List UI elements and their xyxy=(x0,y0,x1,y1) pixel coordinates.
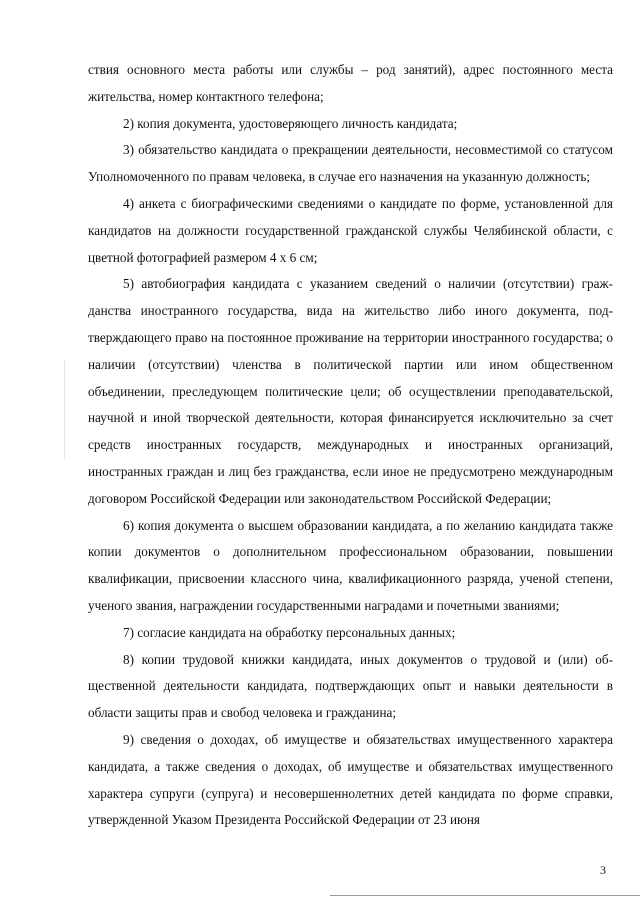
paragraph-item-8: 8) копии трудовой книжки кандидата, иных документов о трудовой и (или) общественной деятельности кандидата, подтверждающих опыт и навыки деятельности в области защиты прав и свобод человека и гражданина; xyxy=(88,651,613,721)
scan-margin-mark xyxy=(64,360,65,460)
paragraph-item-9: 9) сведения о доходах, об имуществе и обязательствах имущественного характера кандидата, а также сведения о доходах, об имуществе и обязательствах имущественного характера супруги (супруга) и несовершеннолетних детей кандидата по форме справки, утвержденной Указом Президента Российской Федерации от 23 июня xyxy=(88,731,613,828)
scan-bottom-edge xyxy=(330,895,640,896)
document-body xyxy=(88,57,613,834)
paragraph-item-3: 3) обязательство кандидата о прекращении деятельности, несовместимой со статусом Уполномоченного по правам человека, в случае его назначения на указанную должность; xyxy=(88,142,613,185)
paragraph-item-2: 2) копия документа, удостоверяющего личность кандидата; xyxy=(123,115,458,131)
page-number: 3 xyxy=(600,863,606,877)
paragraph-continuation: ствия основного места работы или службы – род занятий), адрес постоянного места жительства, номер контактного телефона; xyxy=(88,62,613,104)
paragraph-item-6: 6) копия документа о высшем образовании кандидата, а по желанию кандидата также копии документов о дополнительном профессиональном образовании, повышении квалификации, присвоении классного чина, квалификационного разряда, ученой степени, ученого звания, награждении государственными наградами и почетными званиями; xyxy=(88,517,613,613)
paragraph-item-5: 5) автобиография кандидата с указанием сведений о наличии (отсутствии) гражданства иностранного государства, вида на жительство либо иного документа, подтверждающего право на постоянное проживание на территории иностранного государства; о наличии (отсутствии) членства в политической партии или ином общественном объединении, преследующем политические цели; об осуществлении преподавательской, научной и иной творческой деятельности, которая финансируется исключительно за счет средств иностранных государств, международных и иностранных организаций, иностранных граждан и лиц без гражданства, если иное не предусмотрено международным договором Российской Федерации или законодательством Российской Федерации; xyxy=(88,276,613,506)
paragraph-item-4: 4) анкета с биографическими сведениями о кандидате по форме, установленной для кандидатов на должности государственной гражданской службы Челябинской области, с цветной фотографией размером 4 х 6 см; xyxy=(88,195,613,265)
paragraph-item-7: 7) согласие кандидата на обработку персональных данных; xyxy=(123,624,456,640)
